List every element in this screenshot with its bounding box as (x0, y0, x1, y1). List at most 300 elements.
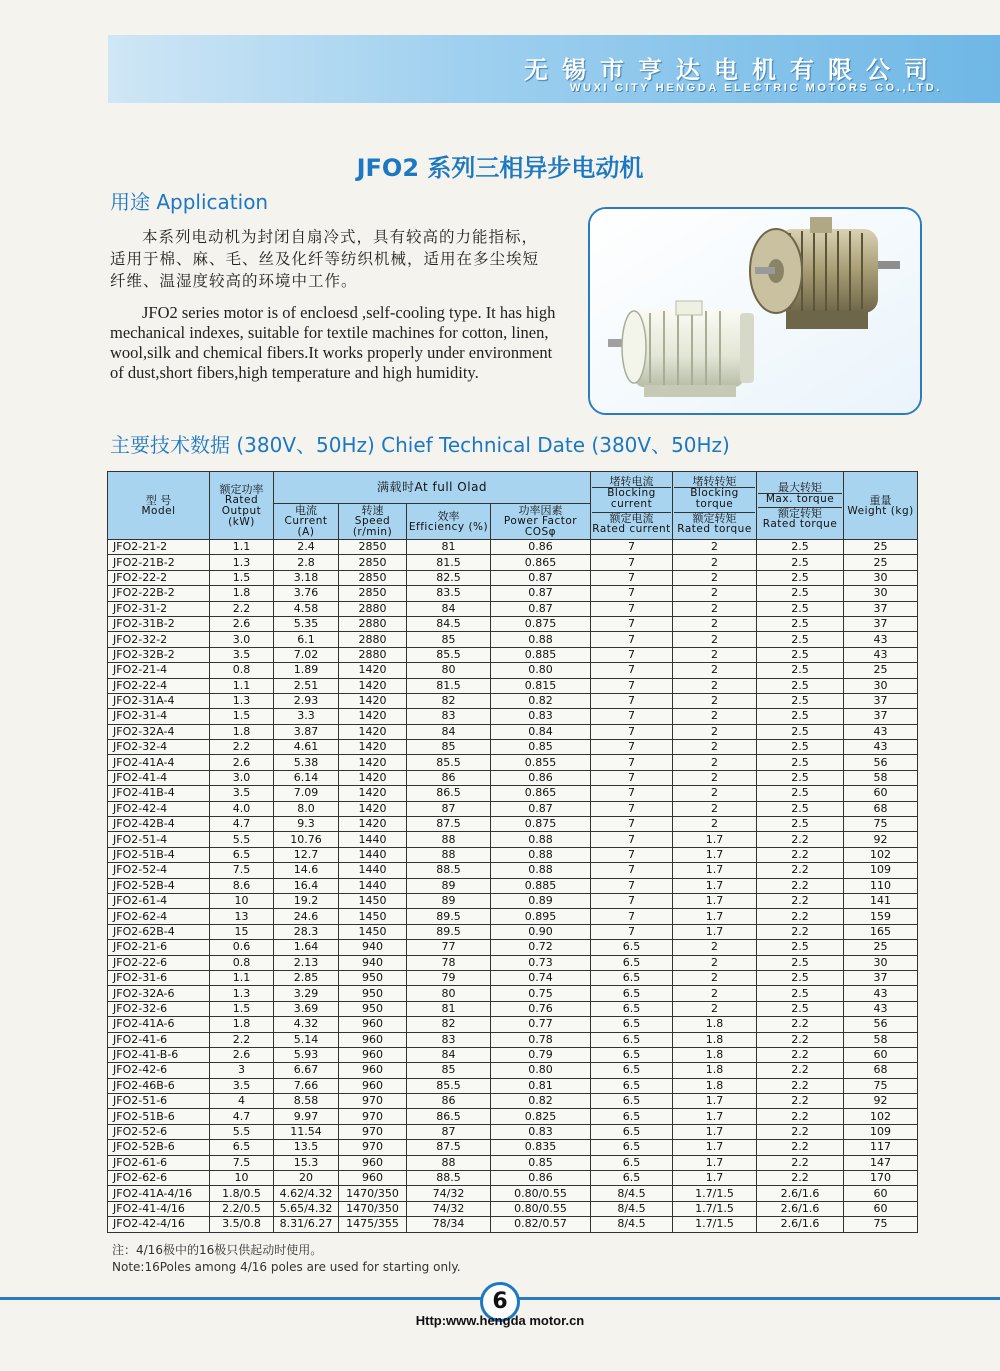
table-row (108, 770, 918, 785)
cell-speed: 2880 (339, 647, 407, 662)
cell-power-factor: 0.75 (491, 986, 591, 1001)
cell-max-torque: 2.2 (757, 1063, 844, 1078)
header-blocking-torque: 堵转转矩 Blocking torque 额定转矩 Rated torque (673, 472, 757, 540)
cell-max-torque: 2.6/1.6 (757, 1217, 844, 1232)
cell-max-torque: 2.2 (757, 924, 844, 939)
table-row (108, 570, 918, 585)
cell-weight: 92 (844, 1094, 918, 1109)
table-row (108, 740, 918, 755)
table-row (108, 1201, 918, 1216)
table-row (108, 586, 918, 601)
cell-blocking-torque: 1.8 (673, 1078, 757, 1093)
cell-rated-output: 1.8 (210, 724, 274, 739)
header-power-factor: 功率因素 Power Factor COSφ (491, 504, 591, 540)
cell-power-factor: 0.74 (491, 970, 591, 985)
table-row (108, 1171, 918, 1186)
cell-efficiency: 81.5 (407, 555, 491, 570)
cell-blocking-torque: 2 (673, 632, 757, 647)
cell-model: JFO2-46B-6 (108, 1078, 210, 1093)
cell-rated-output: 0.6 (210, 940, 274, 955)
cell-power-factor: 0.73 (491, 955, 591, 970)
cell-max-torque: 2.2 (757, 878, 844, 893)
cell-rated-output: 2.2 (210, 740, 274, 755)
cell-rated-output: 6.5 (210, 1140, 274, 1155)
cell-weight: 75 (844, 1078, 918, 1093)
cell-speed: 960 (339, 1063, 407, 1078)
cell-blocking-current: 7 (591, 632, 673, 647)
cell-max-torque: 2.2 (757, 1155, 844, 1170)
cell-weight: 37 (844, 709, 918, 724)
cell-rated-output: 1.8/0.5 (210, 1186, 274, 1201)
cell-blocking-torque: 2 (673, 986, 757, 1001)
cell-current: 4.61 (274, 740, 339, 755)
cell-model: JFO2-32B-2 (108, 647, 210, 662)
cell-blocking-torque: 2 (673, 709, 757, 724)
cell-blocking-current: 6.5 (591, 1032, 673, 1047)
cell-blocking-torque: 2 (673, 555, 757, 570)
cell-efficiency: 78/34 (407, 1217, 491, 1232)
table-row (108, 1155, 918, 1170)
cell-current: 16.4 (274, 878, 339, 893)
cell-speed: 1420 (339, 817, 407, 832)
cell-blocking-torque: 1.8 (673, 1063, 757, 1078)
cell-rated-output: 2.6 (210, 616, 274, 631)
cell-rated-output: 7.5 (210, 1155, 274, 1170)
cell-speed: 1420 (339, 786, 407, 801)
cell-efficiency: 89 (407, 878, 491, 893)
motor-photo (588, 207, 922, 415)
cell-model: JFO2-61-6 (108, 1155, 210, 1170)
cell-model: JFO2-62-4 (108, 909, 210, 924)
cell-power-factor: 0.86 (491, 1171, 591, 1186)
cell-rated-output: 4.7 (210, 817, 274, 832)
company-name-cn: 无锡市亨达电机有限公司 (524, 56, 942, 84)
cell-blocking-current: 6.5 (591, 1078, 673, 1093)
table-row (108, 1094, 918, 1109)
cell-weight: 43 (844, 647, 918, 662)
cell-blocking-torque: 1.7 (673, 847, 757, 862)
cell-speed: 970 (339, 1140, 407, 1155)
cell-rated-output: 4.7 (210, 1109, 274, 1124)
cell-rated-output: 2.6 (210, 755, 274, 770)
table-row (108, 832, 918, 847)
cell-max-torque: 2.6/1.6 (757, 1201, 844, 1216)
cell-max-torque: 2.2 (757, 1124, 844, 1139)
cell-max-torque: 2.5 (757, 786, 844, 801)
cell-max-torque: 2.5 (757, 770, 844, 785)
cell-blocking-torque: 2 (673, 570, 757, 585)
cell-speed: 960 (339, 1078, 407, 1093)
cell-max-torque: 2.5 (757, 1001, 844, 1016)
cell-blocking-torque: 1.7 (673, 1109, 757, 1124)
header-max-torque: 最大转矩 Max. torque 额定转矩 Rated torque (757, 472, 844, 540)
table-row (108, 663, 918, 678)
cell-current: 3.76 (274, 586, 339, 601)
cell-max-torque: 2.2 (757, 1109, 844, 1124)
cell-blocking-torque: 2 (673, 955, 757, 970)
cell-efficiency: 82 (407, 693, 491, 708)
cell-max-torque: 2.5 (757, 970, 844, 985)
note-cn: 注：4/16极中的16极只供起动时使用。 (112, 1243, 323, 1257)
cell-weight: 110 (844, 878, 918, 893)
cell-power-factor: 0.78 (491, 1032, 591, 1047)
cell-current: 11.54 (274, 1124, 339, 1139)
application-heading: 用途 Application (110, 190, 269, 214)
cell-blocking-current: 7 (591, 540, 673, 555)
cell-blocking-torque: 1.7 (673, 1094, 757, 1109)
cell-blocking-current: 7 (591, 801, 673, 816)
cell-power-factor: 0.88 (491, 847, 591, 862)
cell-current: 5.14 (274, 1032, 339, 1047)
cell-blocking-current: 7 (591, 893, 673, 908)
table-row (108, 632, 918, 647)
cell-efficiency: 80 (407, 663, 491, 678)
cell-efficiency: 87 (407, 801, 491, 816)
cell-current: 20 (274, 1171, 339, 1186)
cell-current: 13.5 (274, 1140, 339, 1155)
cell-model: JFO2-32A-4 (108, 724, 210, 739)
cell-efficiency: 84.5 (407, 616, 491, 631)
cell-speed: 1450 (339, 893, 407, 908)
cell-blocking-current: 7 (591, 601, 673, 616)
table-row (108, 1017, 918, 1032)
table-row (108, 1217, 918, 1232)
header-speed: 转速 Speed (r/min) (339, 504, 407, 540)
cell-blocking-torque: 2 (673, 755, 757, 770)
cell-power-factor: 0.87 (491, 601, 591, 616)
cell-blocking-torque: 2 (673, 940, 757, 955)
cell-speed: 1420 (339, 709, 407, 724)
cell-weight: 56 (844, 1017, 918, 1032)
cell-max-torque: 2.2 (757, 909, 844, 924)
cell-weight: 30 (844, 678, 918, 693)
cell-power-factor: 0.85 (491, 740, 591, 755)
cell-blocking-current: 6.5 (591, 955, 673, 970)
cell-current: 7.66 (274, 1078, 339, 1093)
cell-weight: 159 (844, 909, 918, 924)
cell-blocking-current: 6.5 (591, 940, 673, 955)
cell-efficiency: 86 (407, 1094, 491, 1109)
cell-current: 7.09 (274, 786, 339, 801)
cell-model: JFO2-62-6 (108, 1171, 210, 1186)
page-number: 6 (480, 1282, 520, 1322)
cell-max-torque: 2.5 (757, 755, 844, 770)
cell-speed: 1420 (339, 801, 407, 816)
cell-power-factor: 0.88 (491, 832, 591, 847)
cell-blocking-current: 7 (591, 740, 673, 755)
cell-weight: 25 (844, 940, 918, 955)
cell-efficiency: 84 (407, 724, 491, 739)
company-name-en: WUXI CITY HENGDA ELECTRIC MOTORS CO.,LTD. (569, 82, 942, 94)
cell-current: 3.3 (274, 709, 339, 724)
cell-speed: 1420 (339, 678, 407, 693)
cell-current: 5.65/4.32 (274, 1201, 339, 1216)
cell-power-factor: 0.88 (491, 632, 591, 647)
cell-blocking-torque: 2 (673, 770, 757, 785)
cell-current: 7.02 (274, 647, 339, 662)
cell-blocking-current: 6.5 (591, 1140, 673, 1155)
cell-max-torque: 2.5 (757, 647, 844, 662)
cell-blocking-current: 6.5 (591, 1047, 673, 1062)
cell-blocking-current: 7 (591, 663, 673, 678)
table-row (108, 1140, 918, 1155)
cell-efficiency: 79 (407, 970, 491, 985)
table-row (108, 786, 918, 801)
table-row (108, 693, 918, 708)
cell-rated-output: 1.3 (210, 555, 274, 570)
cell-current: 3.18 (274, 570, 339, 585)
cell-efficiency: 81 (407, 540, 491, 555)
table-row (108, 1032, 918, 1047)
cell-model: JFO2-21-4 (108, 663, 210, 678)
cell-model: JFO2-32-4 (108, 740, 210, 755)
cell-blocking-current: 6.5 (591, 1171, 673, 1186)
cell-speed: 2850 (339, 540, 407, 555)
cell-blocking-current: 6.5 (591, 986, 673, 1001)
table-row (108, 555, 918, 570)
cell-rated-output: 5.5 (210, 1124, 274, 1139)
table-row (108, 847, 918, 862)
cell-weight: 75 (844, 817, 918, 832)
cell-max-torque: 2.5 (757, 586, 844, 601)
cell-weight: 30 (844, 586, 918, 601)
cell-current: 4.32 (274, 1017, 339, 1032)
cell-power-factor: 0.87 (491, 801, 591, 816)
cell-blocking-current: 7 (591, 832, 673, 847)
cell-blocking-current: 6.5 (591, 1124, 673, 1139)
cell-current: 5.38 (274, 755, 339, 770)
cell-max-torque: 2.2 (757, 832, 844, 847)
cell-blocking-torque: 1.7/1.5 (673, 1217, 757, 1232)
cell-rated-output: 15 (210, 924, 274, 939)
cell-weight: 68 (844, 801, 918, 816)
cell-current: 6.1 (274, 632, 339, 647)
cell-blocking-current: 8/4.5 (591, 1217, 673, 1232)
cell-max-torque: 2.5 (757, 632, 844, 647)
cell-rated-output: 1.5 (210, 570, 274, 585)
cell-speed: 1450 (339, 924, 407, 939)
cell-blocking-current: 8/4.5 (591, 1186, 673, 1201)
table-row (108, 1078, 918, 1093)
cell-blocking-current: 7 (591, 724, 673, 739)
cell-max-torque: 2.2 (757, 1032, 844, 1047)
cell-blocking-current: 7 (591, 570, 673, 585)
cell-power-factor: 0.72 (491, 940, 591, 955)
cell-max-torque: 2.5 (757, 678, 844, 693)
cell-max-torque: 2.2 (757, 1171, 844, 1186)
cell-blocking-torque: 2 (673, 663, 757, 678)
cell-rated-output: 10 (210, 893, 274, 908)
cell-blocking-torque: 1.7/1.5 (673, 1186, 757, 1201)
cell-weight: 60 (844, 1201, 918, 1216)
cell-weight: 60 (844, 786, 918, 801)
cell-speed: 950 (339, 1001, 407, 1016)
cell-max-torque: 2.5 (757, 740, 844, 755)
table-row (108, 986, 918, 1001)
cell-model: JFO2-52-6 (108, 1124, 210, 1139)
cell-weight: 58 (844, 770, 918, 785)
table-row (108, 878, 918, 893)
cell-blocking-torque: 1.7/1.5 (673, 1201, 757, 1216)
cell-speed: 1475/355 (339, 1217, 407, 1232)
cell-model: JFO2-41-4 (108, 770, 210, 785)
cell-model: JFO2-21B-2 (108, 555, 210, 570)
cell-speed: 970 (339, 1124, 407, 1139)
table-row (108, 647, 918, 662)
cell-weight: 109 (844, 1124, 918, 1139)
cell-blocking-torque: 1.7 (673, 832, 757, 847)
cell-max-torque: 2.2 (757, 893, 844, 908)
cell-rated-output: 1.5 (210, 1001, 274, 1016)
cell-max-torque: 2.2 (757, 1047, 844, 1062)
cell-blocking-current: 8/4.5 (591, 1201, 673, 1216)
cell-max-torque: 2.5 (757, 540, 844, 555)
cell-speed: 1450 (339, 909, 407, 924)
cell-blocking-torque: 2 (673, 601, 757, 616)
cell-current: 1.64 (274, 940, 339, 955)
cell-power-factor: 0.885 (491, 647, 591, 662)
cell-blocking-current: 6.5 (591, 1063, 673, 1078)
cell-max-torque: 2.5 (757, 616, 844, 631)
table-row (108, 909, 918, 924)
cell-weight: 43 (844, 724, 918, 739)
table-row (108, 924, 918, 939)
cell-model: JFO2-22-2 (108, 570, 210, 585)
cell-blocking-current: 7 (591, 709, 673, 724)
cell-model: JFO2-32-2 (108, 632, 210, 647)
cell-efficiency: 88 (407, 847, 491, 862)
cell-power-factor: 0.85 (491, 1155, 591, 1170)
cell-current: 15.3 (274, 1155, 339, 1170)
cell-blocking-current: 6.5 (591, 1094, 673, 1109)
header-model: 型 号 Model (108, 472, 210, 540)
cell-blocking-torque: 1.7 (673, 863, 757, 878)
cell-power-factor: 0.82 (491, 693, 591, 708)
cell-weight: 92 (844, 832, 918, 847)
cell-weight: 117 (844, 1140, 918, 1155)
cell-max-torque: 2.5 (757, 555, 844, 570)
cell-max-torque: 2.5 (757, 817, 844, 832)
cell-weight: 60 (844, 1186, 918, 1201)
cell-weight: 141 (844, 893, 918, 908)
cell-rated-output: 3.5 (210, 786, 274, 801)
cell-power-factor: 0.87 (491, 570, 591, 585)
note-en: Note:16Poles among 4/16 poles are used for starting only. (112, 1260, 461, 1274)
cell-speed: 960 (339, 1017, 407, 1032)
cell-speed: 2850 (339, 570, 407, 585)
cell-blocking-torque: 1.8 (673, 1032, 757, 1047)
application-text-cn: 本系列电动机为封闭自扇冷式，具有较高的力能指标，适用于棉、麻、毛、丝及化纤等纺织机械，适用在多尘埃短纤维、温湿度较高的环境中工作。 (110, 228, 540, 290)
cell-model: JFO2-61-4 (108, 893, 210, 908)
cell-rated-output: 3.0 (210, 770, 274, 785)
cell-power-factor: 0.885 (491, 878, 591, 893)
cell-speed: 1440 (339, 847, 407, 862)
cell-model: JFO2-22-4 (108, 678, 210, 693)
cell-weight: 43 (844, 986, 918, 1001)
cell-weight: 25 (844, 663, 918, 678)
cell-blocking-torque: 2 (673, 786, 757, 801)
cell-power-factor: 0.80/0.55 (491, 1186, 591, 1201)
cell-model: JFO2-42-6 (108, 1063, 210, 1078)
cell-rated-output: 1.8 (210, 586, 274, 601)
cell-efficiency: 85 (407, 740, 491, 755)
cell-power-factor: 0.83 (491, 1124, 591, 1139)
cell-efficiency: 85 (407, 632, 491, 647)
table-row (108, 1001, 918, 1016)
cell-speed: 950 (339, 986, 407, 1001)
cell-power-factor: 0.84 (491, 724, 591, 739)
cell-blocking-current: 7 (591, 847, 673, 862)
cell-efficiency: 88 (407, 832, 491, 847)
cell-blocking-torque: 1.7 (673, 1171, 757, 1186)
cell-max-torque: 2.5 (757, 693, 844, 708)
cell-speed: 2850 (339, 586, 407, 601)
cell-blocking-current: 7 (591, 616, 673, 631)
cell-current: 3.69 (274, 1001, 339, 1016)
cell-blocking-torque: 2 (673, 540, 757, 555)
cell-power-factor: 0.77 (491, 1017, 591, 1032)
header-current: 电流 Current (A) (274, 504, 339, 540)
cell-blocking-torque: 1.8 (673, 1017, 757, 1032)
table-row (108, 1186, 918, 1201)
table-row (108, 1047, 918, 1062)
header-efficiency: 效率 Efficiency (%) (407, 504, 491, 540)
cell-max-torque: 2.2 (757, 1078, 844, 1093)
cell-speed: 1440 (339, 863, 407, 878)
cell-speed: 1420 (339, 740, 407, 755)
cell-model: JFO2-41A-4 (108, 755, 210, 770)
cell-power-factor: 0.86 (491, 540, 591, 555)
cell-current: 14.6 (274, 863, 339, 878)
technical-data-body (108, 540, 918, 1233)
cell-rated-output: 0.8 (210, 663, 274, 678)
cell-efficiency: 83 (407, 1032, 491, 1047)
cell-blocking-torque: 2 (673, 616, 757, 631)
cell-speed: 950 (339, 970, 407, 985)
notes (112, 1242, 461, 1276)
cell-current: 6.14 (274, 770, 339, 785)
cell-current: 2.93 (274, 693, 339, 708)
cell-rated-output: 3.5 (210, 1078, 274, 1093)
cell-rated-output: 1.1 (210, 540, 274, 555)
cell-rated-output: 2.6 (210, 1047, 274, 1062)
cell-weight: 75 (844, 1217, 918, 1232)
cell-current: 24.6 (274, 909, 339, 924)
cell-blocking-torque: 1.7 (673, 878, 757, 893)
cell-current: 8.0 (274, 801, 339, 816)
cell-speed: 1420 (339, 755, 407, 770)
cell-current: 12.7 (274, 847, 339, 862)
cell-blocking-torque: 2 (673, 647, 757, 662)
cell-speed: 1470/350 (339, 1186, 407, 1201)
cell-blocking-current: 7 (591, 924, 673, 939)
cell-blocking-torque: 2 (673, 801, 757, 816)
cell-efficiency: 86.5 (407, 786, 491, 801)
cell-max-torque: 2.5 (757, 601, 844, 616)
cell-rated-output: 1.8 (210, 1017, 274, 1032)
cell-speed: 1440 (339, 878, 407, 893)
cell-power-factor: 0.82 (491, 1094, 591, 1109)
table-row (108, 893, 918, 908)
cell-blocking-torque: 2 (673, 740, 757, 755)
cell-max-torque: 2.5 (757, 570, 844, 585)
cell-rated-output: 7.5 (210, 863, 274, 878)
cell-rated-output: 1.3 (210, 693, 274, 708)
application-text-en: JFO2 series motor is of encloesd ,self-cooling type. It has high mechanical indexes, suitable for textile machines for cotton, linen, wool,silk and chemical fibers.It works properly under environment of dust,short fibers,high temperature and high humidity. (110, 303, 556, 382)
cell-weight: 58 (844, 1032, 918, 1047)
cell-model: JFO2-31-2 (108, 601, 210, 616)
table-row (108, 1063, 918, 1078)
